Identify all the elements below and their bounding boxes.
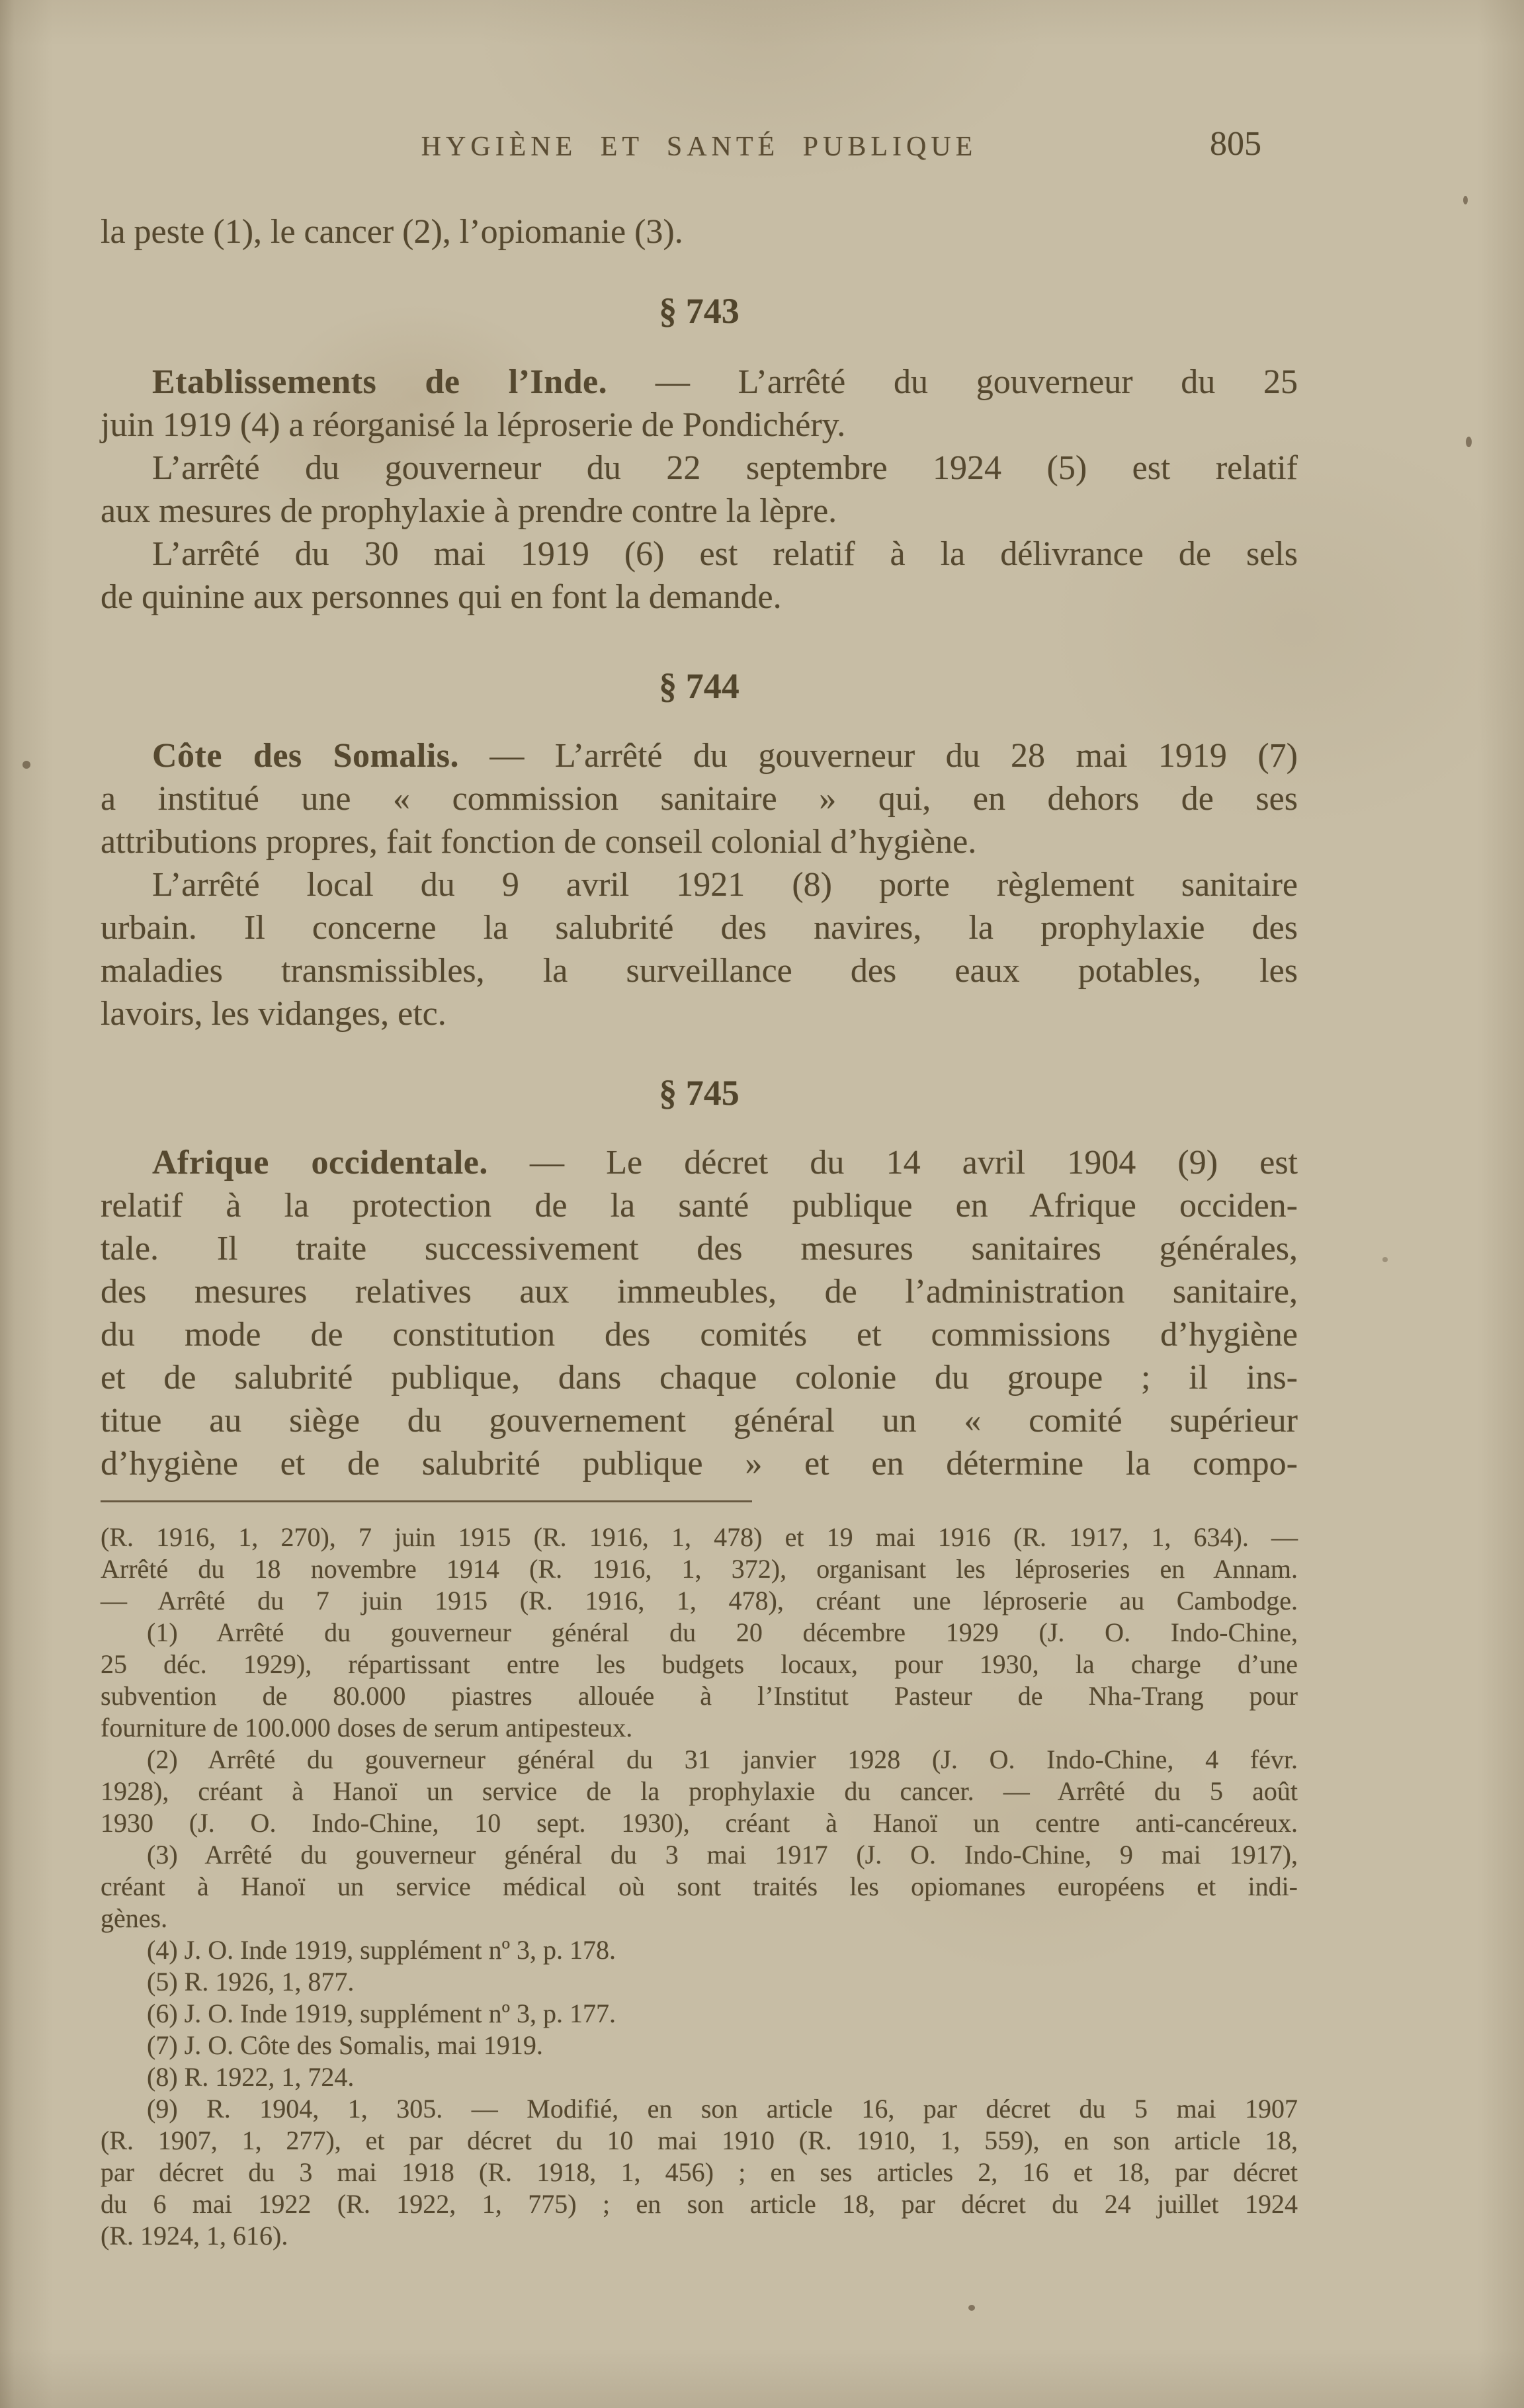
text-line: titue au siège du gouvernement général un « comité supérieur [101,1402,1298,1440]
section-745 [101,1141,1298,1485]
footnote-line: du 6 mai 1922 (R. 1922, 1, 775) ; en son article 18, par décret du 24 juillet 1924 [101,2189,1298,2219]
footnote-line: (9) R. 1904, 1, 305. — Modifié, en son article 16, par décret du 5 mai 1907 [147,2094,1298,2124]
footnote-line: Arrêté du 18 novembre 1914 (R. 1916, 1, 372), organisant les léproseries en Annam. [101,1554,1298,1584]
section-mark: § 744 [659,666,740,706]
text-line: L’arrêté local du 9 avril 1921 (8) porte règlement sanitaire [152,866,1298,904]
paper-speck [968,2305,975,2311]
running-title: HYGIÈNE ET SANTÉ PUBLIQUE [421,132,978,162]
text-line [101,361,1298,404]
section-744 [101,734,1298,1035]
footnote-line: 1928), créant à Hanoï un service de la prophylaxie du cancer. — Arrêté du 5 août [101,1776,1298,1806]
text-line: la peste (1), le cancer (2), l’opiomanie (3). [101,213,683,251]
footnote-separator-rule [101,1500,752,1502]
section-743 [101,361,1298,619]
footnote-line: (2) Arrêté du gouverneur général du 31 janvier 1928 (J. O. Indo-Chine, 4 févr. [147,1744,1298,1774]
section-745-mark-row [101,1072,1298,1115]
paper-speck [1463,196,1468,204]
text-run: — L’arrêté du gouverneur du 25 [607,363,1298,401]
footnote-line: gènes. [101,1903,168,1933]
text-line: maladies transmissibles, la surveillance des eaux potables, les [101,952,1298,990]
paper-speck [1382,1257,1388,1262]
text-line: des mesures relatives aux immeubles, de l’administration sanitaire, [101,1273,1298,1311]
footnote-line: (7) J. O. Côte des Somalis, mai 1919. [147,2030,543,2060]
footnote-line: (4) J. O. Inde 1919, supplément nº 3, p. 178. [147,1935,616,1965]
footnote-line: — Arrêté du 7 juin 1915 (R. 1916, 1, 478), créant une léproserie au Cambodge. [101,1586,1298,1615]
footnote-line: (R. 1907, 1, 277), et par décret du 10 mai 1910 (R. 1910, 1, 559), en son article 18, [101,2126,1298,2155]
footnote-line: subvention de 80.000 piastres allouée à l’Institut Pasteur de Nha-Trang pour [101,1681,1298,1711]
text-line: et de salubrité publique, dans chaque colonie du groupe ; il ins- [101,1359,1298,1397]
text-line: L’arrêté du 30 mai 1919 (6) est relatif à la délivrance de sels [152,535,1298,573]
footnotes [101,1522,1298,2252]
text-line: L’arrêté du gouverneur du 22 septembre 1924 (5) est relatif [152,449,1298,487]
text-line: de quinine aux personnes qui en font la demande. [101,578,782,616]
text-line: d’hygiène et de salubrité publique » et en détermine la compo- [101,1445,1298,1483]
footnote-line: (R. 1916, 1, 270), 7 juin 1915 (R. 1916, 1, 478) et 19 mai 1916 (R. 1917, 1, 634). — [101,1522,1298,1552]
footnote-line: fourniture de 100.000 doses de serum antipesteux. [101,1713,633,1742]
text-line: attributions propres, fait fonction de conseil colonial d’hygiène. [101,823,977,861]
paragraph-lead: Etablissements de l’Inde. [152,363,608,401]
section-744-mark-row [101,665,1298,708]
paragraph-lead: Afrique occidentale. [152,1144,488,1182]
paper-speck [1466,437,1472,447]
text-line: aux mesures de prophylaxie à prendre contre la lèpre. [101,492,837,530]
text-line: tale. Il traite successivement des mesures sanitaires générales, [101,1230,1298,1268]
text-line [101,734,1298,777]
footnote-line: (5) R. 1926, 1, 877. [147,1967,355,1997]
paragraph-lead: Côte des Somalis. [152,737,459,775]
text-run: — L’arrêté du gouverneur du 28 mai 1919 (7) [458,737,1298,775]
section-mark: § 745 [659,1073,740,1113]
intro-paragraph [101,210,1298,253]
footnote-line: 1930 (J. O. Indo-Chine, 10 sept. 1930), créant à Hanoï un centre anti-cancéreux. [101,1808,1298,1838]
footnote-line: 25 déc. 1929), répartissant entre les budgets locaux, pour 1930, la charge d’une [101,1649,1298,1679]
footnote-line: (1) Arrêté du gouverneur général du 20 décembre 1929 (J. O. Indo-Chine, [147,1617,1298,1647]
text-run: — Le décret du 14 avril 1904 (9) est [487,1144,1298,1182]
footnote-line: (8) R. 1922, 1, 724. [147,2062,355,2092]
text-line: urbain. Il concerne la salubrité des navires, la prophylaxie des [101,909,1298,947]
text-line: a institué une « commission sanitaire » qui, en dehors de ses [101,780,1298,818]
footnote-line: par décret du 3 mai 1918 (R. 1918, 1, 456) ; en ses articles 2, 16 et 18, par décret [101,2157,1298,2187]
footnote-line: (R. 1924, 1, 616). [101,2221,288,2251]
section-mark: § 743 [659,291,740,331]
page-number: 805 [1210,125,1261,163]
page-header [101,126,1298,172]
footnote-line: créant à Hanoï un service médical où sont traités les opiomanes européens et indi- [101,1871,1298,1901]
footnote-line: (3) Arrêté du gouverneur général du 3 mai 1917 (J. O. Indo-Chine, 9 mai 1917), [147,1840,1298,1870]
paper-speck [22,761,30,769]
text-line: lavoirs, les vidanges, etc. [101,995,446,1033]
text-line: juin 1919 (4) a réorganisé la léproserie de Pondichéry. [101,406,846,444]
text-line: du mode de constitution des comités et commissions d’hygiène [101,1316,1298,1354]
text-line: relatif à la protection de la santé publique en Afrique occiden- [101,1187,1298,1225]
footnote-line: (6) J. O. Inde 1919, supplément nº 3, p. 177. [147,1999,616,2028]
text-line [101,1141,1298,1184]
section-743-mark-row [101,290,1298,333]
